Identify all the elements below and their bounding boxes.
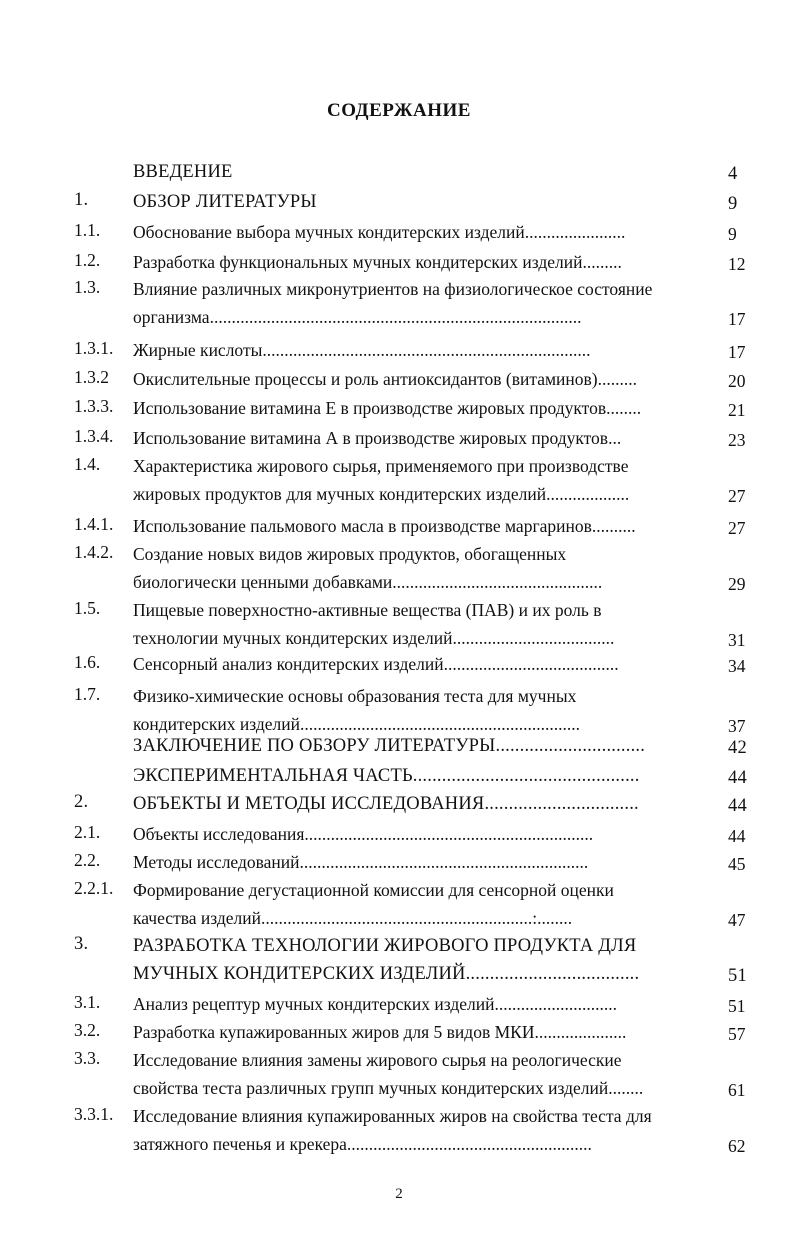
toc-entry-page: 17: [728, 342, 746, 362]
toc-entry-line: ОБЗОР ЛИТЕРАТУРЫ: [133, 192, 317, 212]
toc-entry-line: Методы исследований..................................................................: [133, 852, 589, 872]
toc-entry-number: 1.3.2: [74, 367, 109, 387]
toc-entry-page: 31: [728, 630, 746, 650]
toc-entry-number: 1.4.2.: [74, 542, 114, 562]
toc-entry-title: [133, 876, 723, 932]
toc-entry-title: [133, 1102, 723, 1158]
toc-entry-line: Формирование дегустационной комиссии для сенсорной оценки: [133, 880, 614, 900]
toc-entry-page: 27: [728, 518, 746, 538]
toc-entry-page: 47: [728, 910, 746, 930]
toc-entry-line: Жирные кислоты...........................................................................: [133, 340, 591, 360]
toc-entry: [0, 275, 798, 331]
toc-entry: [0, 158, 798, 186]
toc-entry-line: технологии мучных кондитерских изделий.....................................: [133, 628, 615, 648]
toc-entry-line: Пищевые поверхностно-активные вещества (ПАВ) и их роль в: [133, 600, 602, 620]
toc-entry-number: 3.1.: [74, 992, 101, 1012]
toc-entry-page: 51: [728, 966, 747, 986]
toc-entry-title: [133, 790, 723, 818]
toc-entry-line: Влияние различных микронутриентов на физиологическое состояние: [133, 279, 653, 299]
toc-entry-number: 1.: [74, 190, 89, 210]
toc-entry-title: [133, 932, 723, 988]
toc-entry: [0, 820, 798, 848]
toc-entry: [0, 188, 798, 216]
toc-entry: [0, 990, 798, 1018]
toc-entry-page: 62: [728, 1136, 746, 1156]
toc-entry-title: [133, 848, 723, 876]
toc-entry: [0, 1046, 798, 1102]
toc-entry-page: 45: [728, 854, 746, 874]
toc-entry-page: 37: [728, 716, 746, 736]
toc-entry-page: 21: [728, 400, 746, 420]
toc-entry-title: [133, 540, 723, 596]
toc-entry-line: Физико-химические основы образования теста для мучных: [133, 686, 577, 706]
toc-entry: [0, 682, 798, 738]
toc-entry-line: Окислительные процессы и роль антиоксидантов (витаминов).........: [133, 369, 638, 389]
toc-entry-title: [133, 596, 723, 652]
toc-entry-number: 1.4.: [74, 454, 101, 474]
toc-entry-page: 17: [728, 309, 746, 329]
toc-entry-line: МУЧНЫХ КОНДИТЕРСКИХ ИЗДЕЛИЙ....................................: [133, 964, 640, 984]
toc-entry-line: ОБЪЕКТЫ И МЕТОДЫ ИССЛЕДОВАНИЯ................................: [133, 794, 639, 814]
toc-entry-title: [133, 158, 723, 186]
toc-entry-title: [133, 275, 723, 331]
page-title: СОДЕРЖАНИЕ: [327, 100, 471, 121]
toc-entry-number: 2.2.1.: [74, 878, 114, 898]
toc-entry-page: 12: [728, 254, 746, 274]
toc-entry-number: 1.3.1.: [74, 338, 114, 358]
toc-entry-title: [133, 365, 723, 393]
toc-entry: [0, 512, 798, 540]
toc-entry-number: 1.5.: [74, 598, 101, 618]
toc-entry-line: ВВЕДЕНИЕ: [133, 162, 233, 182]
toc-entry-number: 2.2.: [74, 850, 101, 870]
toc-entry: [0, 762, 798, 790]
toc-entry-title: [133, 732, 723, 760]
toc-entry-page: 44: [728, 796, 747, 816]
toc-entry-title: [133, 248, 723, 276]
toc-entry-title: [133, 990, 723, 1018]
toc-entry-number: 1.3.: [74, 277, 101, 297]
toc-entry-page: 34: [728, 656, 746, 676]
toc-entry-title: [133, 1018, 723, 1046]
toc-entry-title: [133, 650, 723, 678]
toc-entry-page: 23: [728, 430, 746, 450]
toc-entry-page: 29: [728, 574, 746, 594]
toc-entry-number: 1.1.: [74, 220, 101, 240]
toc-entry-title: [133, 452, 723, 508]
toc-entry-page: 20: [728, 371, 746, 391]
toc-entry-number: 2.1.: [74, 822, 101, 842]
toc-entry-line: Разработка функциональных мучных кондитерских изделий.........: [133, 252, 622, 272]
toc-entry-line: биологически ценными добавками................................................: [133, 572, 603, 592]
toc-entry-line: жировых продуктов для мучных кондитерских изделий...................: [133, 484, 630, 504]
toc-entry-line: Использование витамина А в производстве жировых продуктов...: [133, 428, 622, 448]
toc-entry-number: 1.3.4.: [74, 426, 114, 446]
toc-entry: [0, 848, 798, 876]
toc-entry-line: организма.....................................................................................: [133, 307, 582, 327]
toc-entry-title: [133, 1046, 723, 1102]
toc-entry-title: [133, 394, 723, 422]
toc-entry-page: 9: [728, 224, 737, 244]
toc-entry-number: 3.3.: [74, 1048, 101, 1068]
toc-entry: [0, 932, 798, 988]
toc-entry-line: кондитерских изделий................................................................: [133, 714, 581, 734]
toc-entry: [0, 876, 798, 932]
toc-entry-title: [133, 512, 723, 540]
toc-entry-line: Исследование влияния купажированных жиров на свойства теста для: [133, 1106, 652, 1126]
toc-entry-title: [133, 336, 723, 364]
toc-entry-page: 27: [728, 486, 746, 506]
toc-entry: [0, 248, 798, 276]
toc-entry: [0, 790, 798, 818]
toc-entry-title: [133, 218, 723, 246]
toc-entry-page: 4: [728, 164, 738, 184]
toc-entry-line: Исследование влияния замены жирового сырья на реологические: [133, 1050, 622, 1070]
toc-entry-line: ЗАКЛЮЧЕНИЕ ПО ОБЗОРУ ЛИТЕРАТУРЫ...............................: [133, 736, 646, 756]
toc-entry: [0, 1018, 798, 1046]
toc-entry-line: Использование витамина Е в производстве жировых продуктов........: [133, 398, 642, 418]
toc-entry: [0, 394, 798, 422]
toc-entry-title: [133, 424, 723, 452]
toc-entry-page: 9: [728, 194, 738, 214]
toc-entry-line: Анализ рецептур мучных кондитерских изделий............................: [133, 994, 618, 1014]
toc-entry-line: свойства теста различных групп мучных кондитерских изделий........: [133, 1078, 644, 1098]
toc-entry-line: Объекты исследования..................................................................: [133, 824, 594, 844]
toc-entry-page: 57: [728, 1024, 746, 1044]
toc-entry-line: Сенсорный анализ кондитерских изделий........................................: [133, 654, 619, 674]
toc-entry-line: Разработка купажированных жиров для 5 видов МКИ.....................: [133, 1022, 627, 1042]
toc-entry-page: 44: [728, 826, 746, 846]
toc-entry-title: [133, 682, 723, 738]
toc-entry-number: 1.3.3.: [74, 396, 114, 416]
toc-entry-number: 3.: [74, 934, 89, 954]
toc-entry-line: ЭКСПЕРИМЕНТАЛЬНАЯ ЧАСТЬ...............................................: [133, 766, 640, 786]
toc-entry-title: [133, 762, 723, 790]
toc-entry-number: 1.6.: [74, 652, 101, 672]
toc-entry-number: 3.2.: [74, 1020, 101, 1040]
toc-entry-title: [133, 188, 723, 216]
toc-entry-number: 1.7.: [74, 684, 101, 704]
toc-entry-page: 42: [728, 738, 747, 758]
toc-entry-number: 2.: [74, 792, 89, 812]
toc-entry: [0, 650, 798, 678]
toc-entry-page: 61: [728, 1080, 746, 1100]
toc-entry: [0, 218, 798, 246]
toc-entry-title: [133, 820, 723, 848]
toc-entry-line: затяжного печенья и крекера........................................................: [133, 1134, 592, 1154]
toc-entry-line: Создание новых видов жировых продуктов, обогащенных: [133, 544, 567, 564]
toc-entry-line: Характеристика жирового сырья, применяемого при производстве: [133, 456, 629, 476]
toc-entry-line: Использование пальмового масла в производстве маргаринов..........: [133, 516, 636, 536]
toc-entry: [0, 540, 798, 596]
toc-entry-line: РАЗРАБОТКА ТЕХНОЛОГИИ ЖИРОВОГО ПРОДУКТА ДЛЯ: [133, 936, 637, 956]
toc-entry: [0, 424, 798, 452]
toc-entry-page: 51: [728, 996, 746, 1016]
toc-entry: [0, 365, 798, 393]
toc-entry-line: качества изделий..............................................................:........: [133, 908, 573, 928]
toc-entry: [0, 452, 798, 508]
page-number: 2: [395, 1186, 403, 1202]
toc-entry: [0, 1102, 798, 1158]
toc-entry-page: 44: [728, 768, 747, 788]
toc-entry: [0, 732, 798, 760]
toc-entry-number: 1.2.: [74, 250, 101, 270]
toc-entry-line: Обоснование выбора мучных кондитерских изделий.......................: [133, 222, 626, 242]
toc-entry: [0, 596, 798, 652]
toc-entry-number: 3.3.1.: [74, 1104, 114, 1124]
toc-entry-number: 1.4.1.: [74, 514, 114, 534]
toc-entry: [0, 336, 798, 364]
